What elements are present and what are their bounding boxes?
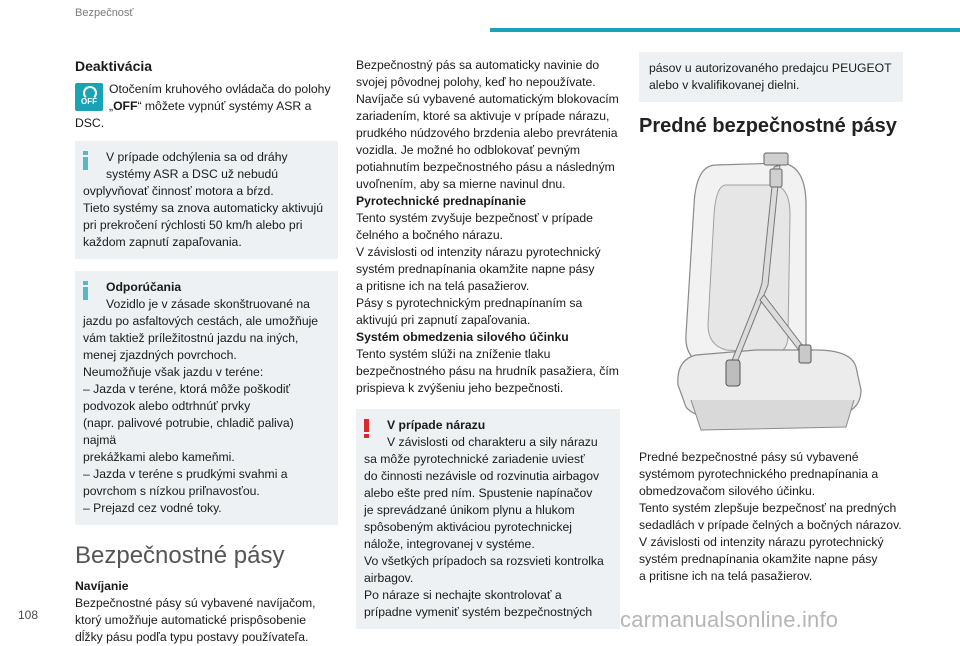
limiter-line: bezpečnostného pásu na hrudník pasažiera, čím: [356, 364, 619, 378]
para1-line: Navíjače sú vybavené automatickým blokovacím: [356, 92, 619, 106]
info2-line: vám taktiež príležitostnú jazdu na iných,: [83, 331, 299, 345]
pyro-line: aktivujú pri zapnutí zapaľovania.: [356, 313, 531, 327]
column-2: [356, 57, 620, 629]
info-box-recommendations: [75, 271, 338, 525]
info-icon: [83, 151, 88, 166]
box-continued-line: alebo v kvalifikovanej dielni.: [649, 78, 800, 92]
page-number: 108: [18, 608, 39, 622]
pyro-line: systém prednapínania okamžite napne pásy: [356, 262, 595, 276]
front-belts-line: Predné bezpečnostné pásy sú vybavené: [639, 450, 859, 464]
info1-line: ovplyvňovať činnosť motora a bŕzd.: [83, 184, 274, 198]
deact-text-post: “ môžete vypnúť systémy ASR a DSC.: [75, 99, 312, 130]
front-seat-belt-illustration: [656, 145, 886, 435]
info2-line: – Jazda v teréne s prudkými svahmi a: [83, 467, 288, 481]
info2-line: (napr. palivové potrubie, chladič paliva) najmä: [83, 416, 294, 447]
para1-line: prudkého núdzového brzdenia alebo prevrátenia: [356, 126, 618, 140]
navijanie-line: ktorý umožňuje automatické prispôsobenie: [75, 613, 307, 627]
info1-line: Tieto systémy sa znova automaticky aktivujú: [83, 201, 324, 215]
para1-line: zariadením, ktoré sa aktivuje v prípade nárazu,: [356, 109, 610, 123]
warning-line: je sprevádzané únikom plynu a hlukom: [364, 503, 575, 517]
deact-text-bold: OFF: [113, 99, 138, 113]
navijanie-line: Bezpečnostné pásy sú vybavené navíjačom,: [75, 596, 316, 610]
para1-line: Bezpečnostný pás sa automaticky navinie do: [356, 58, 600, 72]
watermark: carmanualsonline.info: [620, 607, 839, 632]
column-1: [75, 52, 338, 646]
pyro-title: Pyrotechnické prednapínanie: [356, 194, 527, 208]
front-belts-line: V závislosti od intenzity nárazu pyrotechnický: [639, 535, 884, 549]
pyro-line: Tento systém zvyšuje bezpečnosť v prípade: [356, 211, 593, 225]
warning-line: sa môže pyrotechnické zariadenie uviesť: [364, 452, 585, 466]
info-icon: [83, 281, 88, 296]
info2-line: Vozidlo je v zásade skonštruované na: [106, 297, 310, 311]
front-belts-line: systém prednapínania okamžite napne pásy: [639, 552, 878, 566]
limiter-title: Systém obmedzenia silového účinku: [356, 330, 569, 344]
info2-line: menej zjazdných povrchoch.: [83, 348, 237, 362]
info1-line: systémy ASR a DSC už nebudú: [106, 167, 279, 181]
page-header-title: Bezpečnosť: [75, 7, 134, 19]
navijanie-line: dĺžky pásu podľa typu postavy používateľa.: [75, 630, 309, 644]
header-accent-bar: [490, 28, 960, 32]
info2-line: jazdu po asfaltových cestách, ale umožňuje: [83, 314, 319, 328]
warning-box-crash: [356, 409, 620, 629]
para1-line: potiahnutím bezpečnostného pásu a následným: [356, 160, 615, 174]
pyro-line: a pritisne ich na telá pasažierov.: [356, 279, 530, 293]
front-belts-line: Tento systém zlepšuje bezpečnosť na predných: [639, 501, 897, 515]
limiter-line: prispieva k zvýšeniu jeho bezpečnosti.: [356, 381, 564, 395]
info2-line: povrchom s nízkou priľnavosťou.: [83, 484, 260, 498]
info2-line: Neumožňuje však jazdu v teréne:: [83, 365, 264, 379]
front-belts-heading: Predné bezpečnostné pásy: [639, 115, 897, 137]
warning-line: spôsobeným aktiváciou pyrotechnickej: [364, 520, 572, 534]
front-belts-line: a pritisne ich na telá pasažierov.: [639, 569, 813, 583]
info1-line: pri prekročení rýchlosti 50 km/h alebo pri: [83, 218, 303, 232]
warning-line: nálože, integrovanej v systéme.: [364, 537, 535, 551]
deactivation-paragraph: [75, 81, 338, 132]
warning-line: do činnosti nezávisle od rozvinutia airbagov: [364, 469, 600, 483]
warning-line: Vo všetkých prípadoch sa rozsvieti kontrolka: [364, 554, 604, 568]
info1-line: V prípade odchýlenia sa od dráhy: [106, 150, 288, 164]
info1-line: každom zapnutí zapaľovania.: [83, 235, 242, 249]
info-box-asr-dsc: [75, 141, 338, 259]
front-belts-paragraph: [639, 449, 903, 585]
warning-line: alebo ešte pred ním. Spustenie napínačov: [364, 486, 593, 500]
recommendations-title: Odporúčania: [106, 280, 182, 294]
warning-box-continued: [639, 52, 903, 102]
front-belts-line: sedadlách v prípade čelných a bočných nárazov.: [639, 518, 902, 532]
warning-line: prípadne vymeniť systém bezpečnostných: [364, 605, 593, 619]
warning-line: airbagov.: [364, 571, 414, 585]
pyro-line: čelného a bočného nárazu.: [356, 228, 504, 242]
navijanie-title: Navíjanie: [75, 579, 129, 593]
info2-line: – Jazda v teréne, ktorá môže poškodiť: [83, 382, 291, 396]
warning-title: V prípade nárazu: [387, 418, 486, 432]
warning-exclamation-icon: [364, 419, 369, 434]
section-heading-seat-belts: Bezpečnostné pásy: [75, 542, 285, 569]
info2-line: prekážkami alebo kameňmi.: [83, 450, 235, 464]
box-continued-line: pásov u autorizovaného predajcu PEUGEOT: [649, 61, 892, 75]
limiter-line: Tento systém slúži na zníženie tlaku: [356, 347, 551, 361]
para1-line: uvoľnením, aby sa mierne navinul dnu.: [356, 177, 566, 191]
pyro-line: Pásy s pyrotechnickým prednapínaním sa: [356, 296, 583, 310]
deactivation-heading: Deaktivácia: [75, 58, 153, 74]
para1-line: vozidla. Je možné ho odblokovať pevným: [356, 143, 581, 157]
para1-line: svojej pôvodnej polohy, keď ho nepoužívate.: [356, 75, 596, 89]
off-switch-icon: OFF: [75, 83, 103, 111]
front-belts-line: systémom pyrotechnického prednapínania a: [639, 467, 879, 481]
warning-line: Po náraze si nechajte skontrolovať a: [364, 588, 562, 602]
column-3: [639, 52, 903, 585]
front-belts-line: obmedzovačom silového účinku.: [639, 484, 816, 498]
pyro-line: V závislosti od intenzity nárazu pyrotechnický: [356, 245, 601, 259]
warning-line: V závislosti od charakteru a sily nárazu: [387, 435, 598, 449]
deact-text-pre: Otočením kruhového ovládača do polohy „: [109, 82, 331, 113]
info2-line: podvozok alebo odtrhnúť prvky: [83, 399, 251, 413]
info2-line: – Prejazd cez vodné toky.: [83, 501, 222, 515]
